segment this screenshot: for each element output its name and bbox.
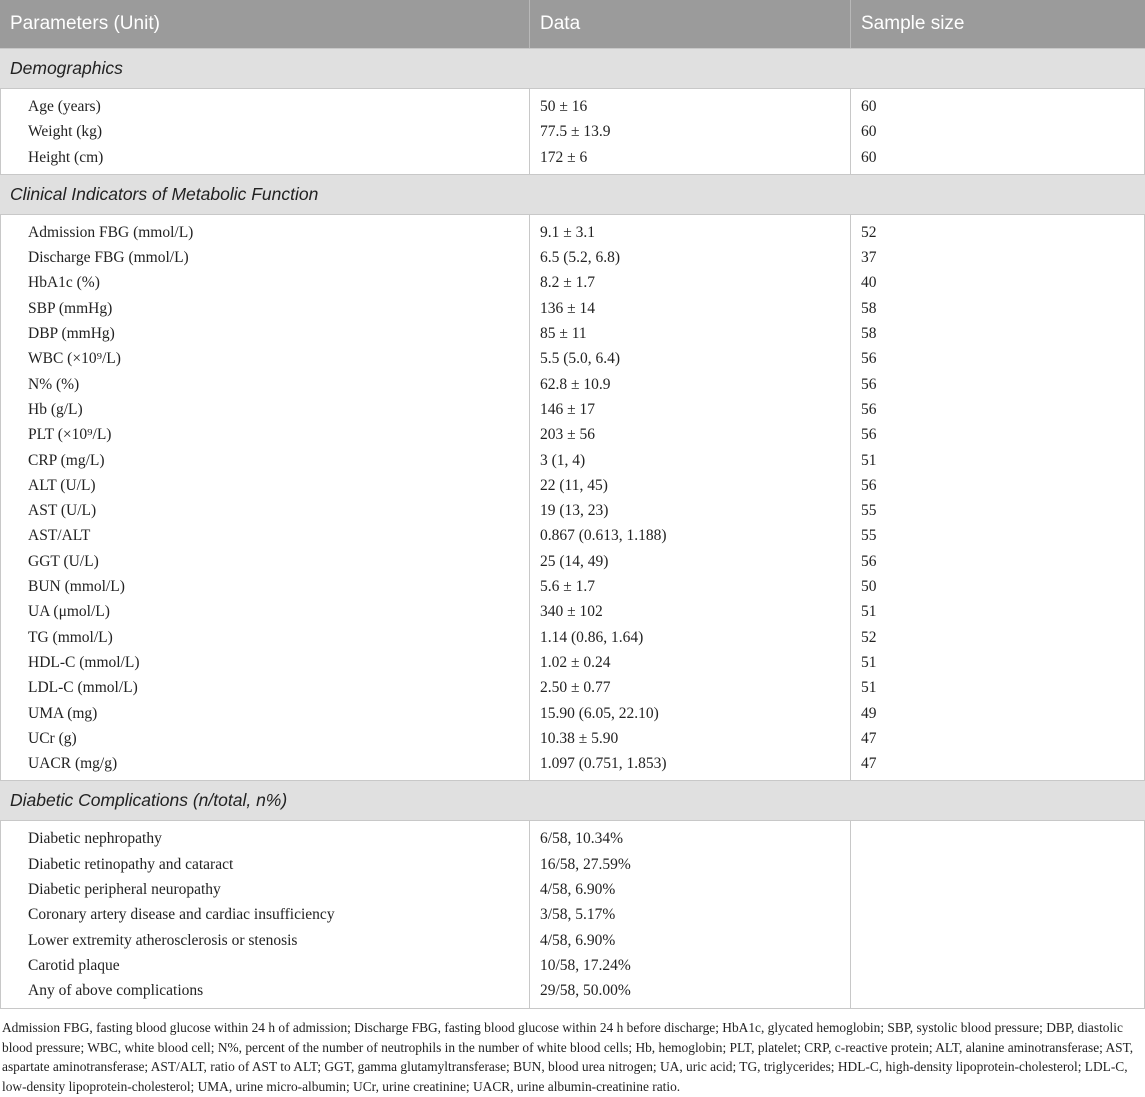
column-n [851, 89, 1144, 174]
table-body [0, 48, 1145, 1009]
sample-size-cell: 56 [861, 552, 877, 570]
parameter-cell: Any of above complications [28, 982, 204, 1000]
value-cell: 77.5 ± 13.9 [540, 123, 611, 141]
parameter-cell: Admission FBG (mmol/L) [28, 223, 194, 241]
value-cell: 2.50 ± 0.77 [540, 679, 611, 697]
sample-size-cell [861, 852, 1144, 877]
sample-size-cell: 51 [861, 451, 877, 469]
parameter-cell: UMA (mg) [28, 704, 98, 722]
column-header-data: Data [530, 0, 851, 48]
parameter-cell: Lower extremity atherosclerosis or stenosis [28, 931, 298, 949]
value-cell: 22 (11, 45) [540, 476, 608, 494]
value-cell: 146 ± 17 [540, 400, 596, 418]
value-cell: 5.5 (5.0, 6.4) [540, 350, 621, 368]
parameter-cell: Discharge FBG (mmol/L) [28, 249, 189, 267]
value-cell: 6.5 (5.2, 6.8) [540, 249, 621, 267]
value-cell: 4/58, 6.90% [540, 931, 616, 949]
sample-size-cell: 56 [861, 476, 877, 494]
value-cell: 10.38 ± 5.90 [540, 729, 619, 747]
parameter-cell: ALT (U/L) [28, 476, 96, 494]
sample-size-cell: 56 [861, 426, 877, 444]
value-cell: 203 ± 56 [540, 426, 596, 444]
sample-size-cell [861, 826, 1144, 851]
parameter-cell: TG (mmol/L) [28, 628, 113, 646]
sample-size-cell: 51 [861, 653, 877, 671]
parameter-cell: Carotid plaque [28, 956, 120, 974]
sample-size-cell [861, 902, 1144, 927]
parameter-cell: WBC (×10⁹/L) [28, 350, 121, 368]
column-param [1, 215, 530, 781]
column-param [1, 89, 530, 174]
sample-size-cell: 50 [861, 578, 877, 596]
parameter-cell: LDL-C (mmol/L) [28, 679, 138, 697]
value-cell: 3 (1, 4) [540, 451, 586, 469]
value-cell: 10/58, 17.24% [540, 956, 631, 974]
parameter-cell: Diabetic nephropathy [28, 830, 162, 848]
sample-size-cell [861, 978, 1144, 1003]
column-header-parameters: Parameters (Unit) [0, 0, 530, 48]
parameter-cell: Coronary artery disease and cardiac insufficiency [28, 906, 335, 924]
sample-size-cell: 55 [861, 527, 877, 545]
value-cell: 3/58, 5.17% [540, 906, 616, 924]
sample-size-cell: 58 [861, 299, 877, 317]
parameter-cell: AST (U/L) [28, 502, 97, 520]
value-cell: 85 ± 11 [540, 325, 587, 343]
column-n [851, 215, 1144, 781]
parameter-cell: PLT (×10⁹/L) [28, 426, 112, 444]
parameter-cell: Height (cm) [28, 148, 104, 166]
parameter-cell: HbA1c (%) [28, 274, 100, 292]
value-cell: 25 (14, 49) [540, 552, 609, 570]
value-cell: 5.6 ± 1.7 [540, 578, 596, 596]
value-cell: 16/58, 27.59% [540, 855, 631, 873]
sample-size-cell: 55 [861, 502, 877, 520]
sample-size-cell: 52 [861, 628, 877, 646]
parameter-cell: BUN (mmol/L) [28, 578, 125, 596]
value-cell: 62.8 ± 10.9 [540, 375, 611, 393]
parameter-cell: Age (years) [28, 98, 101, 115]
sample-size-cell: 47 [861, 755, 877, 773]
parameter-cell: UACR (mg/g) [28, 755, 118, 773]
value-cell: 50 ± 16 [540, 98, 588, 115]
column-data [530, 821, 851, 1007]
section-rows [0, 821, 1145, 1008]
column-header-sample-size: Sample size [861, 13, 965, 34]
value-cell: 1.02 ± 0.24 [540, 653, 611, 671]
parameter-cell: UA (μmol/L) [28, 603, 110, 621]
value-cell: 4/58, 6.90% [540, 881, 616, 899]
table-header [0, 0, 1145, 48]
sample-size-cell: 58 [861, 325, 877, 343]
parameter-cell: AST/ALT [28, 527, 91, 545]
value-cell: 8.2 ± 1.7 [540, 274, 596, 292]
sample-size-cell: 49 [861, 704, 877, 722]
value-cell: 172 ± 6 [540, 148, 588, 166]
parameter-cell: Diabetic peripheral neuropathy [28, 881, 221, 899]
parameter-cell: HDL-C (mmol/L) [28, 653, 140, 671]
sample-size-cell: 47 [861, 729, 877, 747]
sample-size-cell [861, 928, 1144, 953]
column-data [530, 89, 851, 174]
sample-size-cell: 37 [861, 249, 877, 267]
section-heading: Clinical Indicators of Metabolic Function [0, 174, 1145, 215]
value-cell: 136 ± 14 [540, 299, 596, 317]
section-heading: Demographics [0, 48, 1145, 89]
parameter-cell: GGT (U/L) [28, 552, 99, 570]
parameter-cell: CRP (mg/L) [28, 451, 105, 469]
column-param [1, 821, 530, 1007]
value-cell: 29/58, 50.00% [540, 982, 631, 1000]
column-data [530, 215, 851, 781]
sample-size-cell: 52 [861, 223, 877, 241]
value-cell: 0.867 (0.613, 1.188) [540, 527, 667, 545]
sample-size-cell: 60 [861, 123, 877, 141]
parameter-cell: DBP (mmHg) [28, 325, 115, 343]
sample-size-cell: 40 [861, 274, 877, 292]
section-rows [0, 89, 1145, 174]
sample-size-cell [861, 877, 1144, 902]
parameter-cell: UCr (g) [28, 729, 77, 747]
sample-size-cell: 51 [861, 603, 877, 621]
parameter-cell: Weight (kg) [28, 123, 103, 141]
sample-size-cell [861, 953, 1144, 978]
value-cell: 6/58, 10.34% [540, 830, 624, 848]
value-cell: 1.097 (0.751, 1.853) [540, 755, 667, 773]
value-cell: 1.14 (0.86, 1.64) [540, 628, 644, 646]
parameter-cell: Diabetic retinopathy and cataract [28, 855, 234, 873]
value-cell: 9.1 ± 3.1 [540, 223, 596, 241]
sample-size-cell: 56 [861, 350, 877, 368]
value-cell: 19 (13, 23) [540, 502, 609, 520]
sample-size-cell: 56 [861, 375, 877, 393]
sample-size-cell: 56 [861, 400, 877, 418]
column-n [851, 821, 1144, 1007]
table-footnote: Admission FBG, fasting blood glucose within 24 h of admission; Discharge FBG, fasting blood glucose within 24 h before discharge; HbA1c, glycated hemoglobin; SBP, systolic blood pressure; DBP, diastolic blood pressure; WBC, white blood cell; N%, percent of the number of neutrophils in the number of white blood cells; Hb, hemoglobin; PLT, platelet; CRP, c-reactive protein; ALT, alanine aminotransferase; AST, aspartate aminotransferase; AST/ALT, ratio of AST to ALT; GGT, gamma glutamyltransferase; BUN, blood urea nitrogen; UA, uric acid; TG, triglycerides; HDL-C, high-density lipoprotein-cholesterol; LDL-C, low-density lipoprotein-cholesterol; UMA, urine micro-albumin; UCr, urine creatinine; UACR, urine albumin-creatinine ratio. [2, 1020, 1134, 1094]
parameter-cell: SBP (mmHg) [28, 299, 113, 317]
parameter-cell: N% (%) [28, 375, 80, 393]
sample-size-cell: 51 [861, 679, 877, 697]
sample-size-cell: 60 [861, 98, 877, 115]
value-cell: 15.90 (6.05, 22.10) [540, 704, 659, 722]
sample-size-cell: 60 [861, 148, 877, 166]
section-rows [0, 215, 1145, 781]
value-cell: 340 ± 102 [540, 603, 603, 621]
section-heading: Diabetic Complications (n/total, n%) [0, 780, 1145, 821]
parameter-cell: Hb (g/L) [28, 400, 83, 418]
